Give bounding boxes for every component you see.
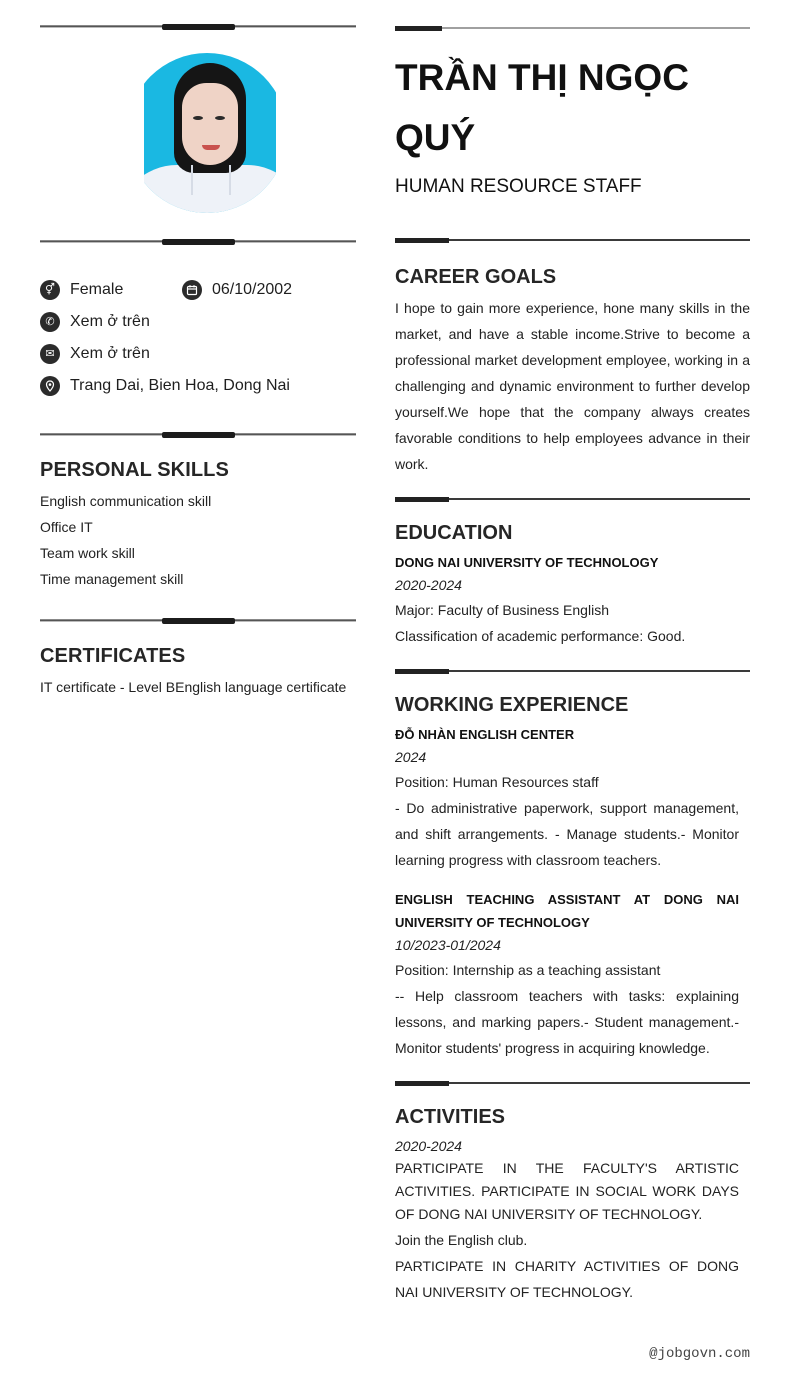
profile-photo [144, 53, 276, 213]
company-name: ENGLISH TEACHING ASSISTANT AT DONG NAI UNIVERSITY OF TECHNOLOGY [395, 892, 739, 930]
experience-position: Position: Human Resources staff [395, 774, 599, 790]
education-period: 2020-2024 [395, 577, 462, 593]
contact-address [40, 375, 290, 397]
experience-period: 2024 [395, 749, 427, 765]
birthdate-value: 06/10/2002 [212, 281, 293, 298]
experience-period: 10/2023-01/2024 [395, 937, 501, 953]
divider [40, 618, 356, 624]
email-value: Xem ở trên [70, 345, 150, 362]
experience-position: Position: Internship as a teaching assistant [395, 962, 661, 978]
email-icon: ✉ [40, 344, 60, 364]
skill-item: Office IT [40, 519, 93, 535]
divider [395, 1081, 750, 1086]
experience-description: -- Help classroom teachers with tasks: explaining lessons, and marking papers.- Student management.- Monitor students' progress in acquiring knowledge. [395, 988, 739, 1056]
divider [40, 239, 356, 245]
activities-period: 2020-2024 [395, 1138, 462, 1154]
divider [40, 24, 356, 30]
location-pin-icon [40, 376, 60, 396]
job-title: HUMAN RESOURCE STAFF [395, 176, 642, 197]
activities-title: ACTIVITIES [395, 1106, 506, 1128]
address-value: Trang Dai, Bien Hoa, Dong Nai [70, 377, 290, 394]
phone-value: Xem ở trên [70, 313, 150, 330]
education-title: EDUCATION [395, 522, 513, 544]
skill-item: Team work skill [40, 545, 135, 561]
skill-item: Time management skill [40, 571, 184, 587]
calendar-icon [182, 280, 202, 300]
watermark: @jobgovn.com [649, 1346, 750, 1362]
activity-item: PARTICIPATE IN CHARITY ACTIVITIES OF DONG NAI UNIVERSITY OF TECHNOLOGY. [395, 1258, 739, 1300]
divider [395, 497, 750, 502]
contact-gender [40, 279, 123, 301]
education-major: Major: Faculty of Business English [395, 602, 609, 618]
education-classification: Classification of academic performance: Good. [395, 628, 686, 644]
activity-item: Join the English club. [395, 1232, 528, 1248]
school-name: DONG NAI UNIVERSITY OF TECHNOLOGY [395, 555, 659, 570]
career-goals-text: I hope to gain more experience, hone many skills in the market, and have a stable income.Strive to become a professional market development employee, working in a challenging and dynamic environment to further develop yourself.We hope that the company always creates favorable conditions to help employees advance in their work. [395, 300, 750, 472]
phone-icon: ✆ [40, 312, 60, 332]
certificates-title: CERTIFICATES [40, 645, 186, 667]
activity-item: PARTICIPATE IN THE FACULTY'S ARTISTIC ACTIVITIES. PARTICIPATE IN SOCIAL WORK DAYS OF DONG NAI UNIVERSITY OF TECHNOLOGY. [395, 1160, 739, 1222]
gender-icon: ⚥ [40, 280, 60, 300]
personal-skills-title: PERSONAL SKILLS [40, 459, 229, 481]
skill-item: English communication skill [40, 493, 212, 509]
contact-birthdate [182, 279, 292, 301]
experience-title: WORKING EXPERIENCE [395, 694, 629, 716]
divider [395, 669, 750, 674]
career-goals-title: CAREER GOALS [395, 266, 557, 288]
divider [40, 432, 356, 438]
company-name: ĐỖ NHÀN ENGLISH CENTER [395, 727, 575, 742]
experience-description: - Do administrative paperwork, support management, and shift arrangements. - Manage students.- Monitor learning progress with classroom teachers. [395, 800, 739, 868]
gender-value: Female [70, 281, 124, 298]
candidate-name: TRẦN THỊ NGỌC QUÝ [395, 57, 689, 158]
certificate-item: IT certificate - Level BEnglish language certificate [40, 679, 347, 695]
contact-email [40, 343, 150, 365]
divider [395, 26, 750, 31]
contact-phone [40, 311, 150, 333]
divider [395, 238, 750, 243]
